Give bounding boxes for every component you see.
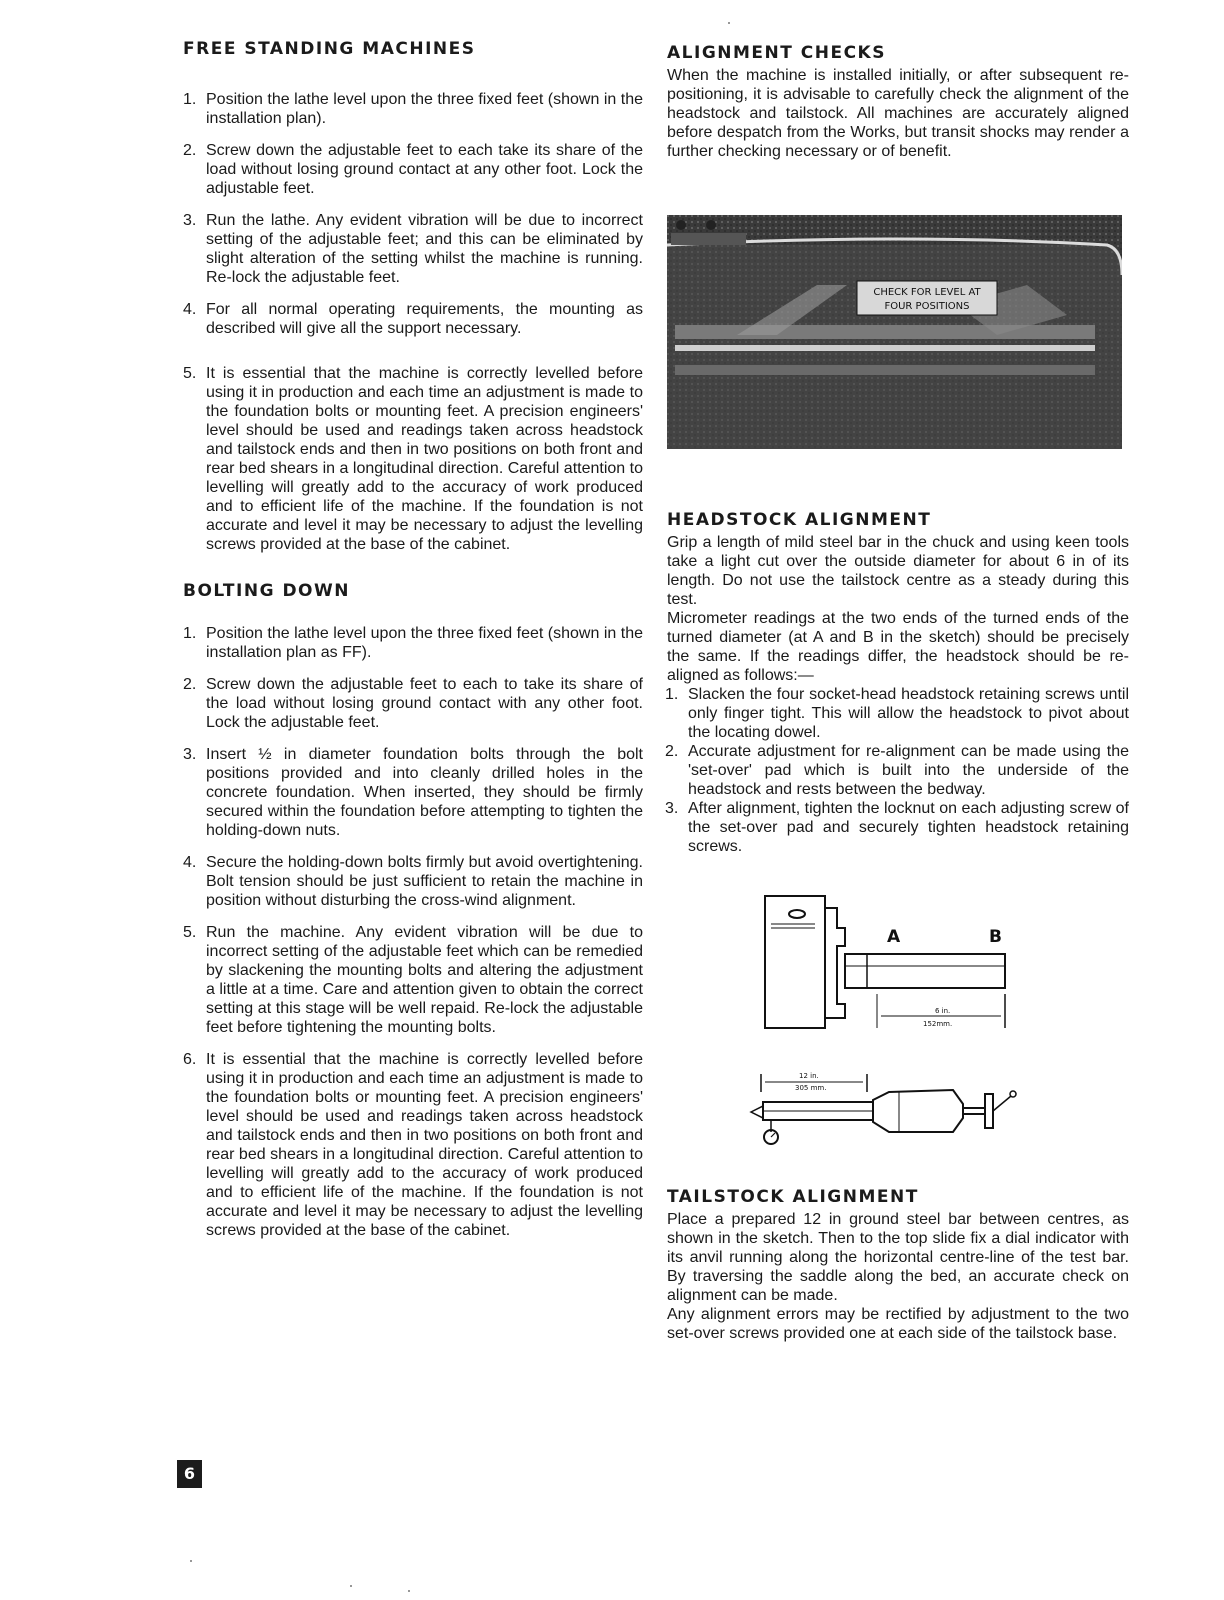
scan-speck (190, 1560, 192, 1562)
list-item: 2. Screw down the adjustable feet to each to take its share of the load without losing ground contact with any other foot. Lock the adjustable feet. (183, 676, 643, 731)
list-item: 2. Screw down the adjustable feet to each take its share of the load without losing ground contact at any other foot. Lock the adjustable feet. (183, 142, 643, 197)
tailstock-alignment-heading: TAILSTOCK ALIGNMENT (667, 1187, 919, 1207)
photo-label-line1: CHECK FOR LEVEL AT (873, 287, 981, 298)
page-number-badge: 6 (177, 1460, 202, 1488)
bolting-down-list (183, 624, 643, 1240)
dim-305mm: 305 mm. (795, 1084, 827, 1092)
list-item: 1. Slacken the four socket-head headstock retaining screws until only finger tight. This will allow the headstock to pivot about the locating dowel. (665, 686, 1129, 741)
scan-speck (408, 1590, 410, 1592)
diagram-label-a: A (887, 927, 901, 947)
list-item: 2. Accurate adjustment for re-alignment can be made using the 'set-over' pad which is built into the underside of the headstock and rests between the bedway. (665, 743, 1129, 798)
headstock-alignment-heading: HEADSTOCK ALIGNMENT (667, 510, 932, 530)
lathe-photo (667, 215, 1122, 449)
scan-speck (728, 22, 730, 24)
free-standing-list (183, 90, 643, 554)
scan-speck (350, 1585, 352, 1587)
alignment-checks-heading: ALIGNMENT CHECKS (667, 43, 886, 63)
tailstock-text2: Any alignment errors may be rectified by adjustment to the two set-over screws provided one at each side of the tailstock base. (667, 1306, 1129, 1342)
list-item: 3. Run the lathe. Any evident vibration will be due to incorrect setting of the adjustable feet; and this can be eliminated by slight alteration of the setting whilst the machine is running. Re-lock the adjustable feet. (183, 212, 643, 286)
headstock-intro2: Micrometer readings at the two ends of the turned ends of the turned diameter (at A and B in the sketch) should be precisely the same. If the readings differ, the headstock should be re-aligned as follows:— (667, 610, 1129, 684)
photo-label-line2: FOUR POSITIONS (884, 301, 970, 312)
left-column (183, 36, 643, 1253)
alignment-diagram (667, 894, 1129, 1166)
list-item: 5. Run the machine. Any evident vibration will be due to incorrect setting of the adjustable feet which can be remedied by slackening the mounting bolts and altering the adjustment a little at a time. Care and attention given to obtain the correct setting at this stage will be well repaid. Re-lock the adjustable feet before tightening the mounting bolts. (183, 924, 643, 1036)
tailstock-text: Place a prepared 12 in ground steel bar between centres, as shown in the sketch. Then to the top slide fix a dial indicator with its anvil running along the horizontal centre-line of the test bar. By traversing the saddle along the bed, an accurate check on alignment can be made. (667, 1211, 1129, 1304)
free-standing-heading: FREE STANDING MACHINES (183, 39, 476, 59)
list-item: 3. After alignment, tighten the locknut on each adjusting screw of the set-over pad and securely tighten headstock retaining screws. (665, 800, 1129, 855)
list-item: 3. Insert ½ in diameter foundation bolts through the bolt positions provided and into cleanly drilled holes in the concrete foundation. When inserted, they should be firmly secured within the foundation before attempting to tighten the holding-down nuts. (183, 746, 643, 839)
headstock-steps (665, 685, 1129, 856)
list-item: 6. It is essential that the machine is correctly levelled before using it in production and each time an adjustment is made to the foundation bolts or mounting feet. A precision engineers' level should be used and readings taken across headstock and tailstock ends and then in two positions on both front and rear bed shears in a longitudinal direction. Careful attention to levelling will greatly add to the accuracy of work produced and to efficient life of the machine. If the foundation is not accurate and level it may be necessary to adjust the levelling screws provided at the base of the cabinet. (183, 1051, 643, 1239)
alignment-checks-text: When the machine is installed initially, or after subsequent re-positioning, it is advisable to carefully check the alignment of the headstock and tailstock. All machines are accurately aligned before despatch from the Works, but transit shocks may render a further checking necessary or of benefit. (667, 67, 1129, 160)
dim-6in: 6 in. (935, 1007, 951, 1015)
list-item: 4. For all normal operating requirements, the mounting as described will give all the support necessary. (183, 301, 643, 337)
lathe-photo-image (667, 215, 1122, 449)
alignment-diagram-svg (667, 894, 1129, 1166)
right-column (667, 36, 1129, 1343)
list-item: 5. It is essential that the machine is correctly levelled before using it in production and each time an adjustment is made to the foundation bolts or mounting feet. A precision engineers' level should be used and readings taken across headstock and tailstock ends and then in two positions on both front and rear bed shears in a longitudinal direction. Careful attention to levelling will greatly add to the accuracy of work produced and to efficient life of the machine. If the foundation is not accurate and level it may be necessary to adjust the levelling screws provided at the base of the cabinet. (183, 365, 643, 553)
list-item: 4. Secure the holding-down bolts firmly but avoid overtightening. Bolt tension should be just sufficient to retain the machine in position without disturbing the cross-wind alignment. (183, 854, 643, 909)
diagram-label-b: B (989, 927, 1002, 947)
headstock-intro: Grip a length of mild steel bar in the chuck and using keen tools take a light cut over the outside diameter for about 6 in of its length. Do not use the tailstock centre as a steady during this test. (667, 534, 1129, 608)
list-item: 1. Position the lathe level upon the three fixed feet (shown in the installation plan as FF). (183, 625, 643, 661)
list-item: 1. Position the lathe level upon the three fixed feet (shown in the installation plan). (183, 91, 643, 127)
bolting-down-heading: BOLTING DOWN (183, 581, 350, 601)
dim-152mm: 152mm. (923, 1020, 953, 1028)
dim-12in: 12 in. (799, 1072, 819, 1080)
